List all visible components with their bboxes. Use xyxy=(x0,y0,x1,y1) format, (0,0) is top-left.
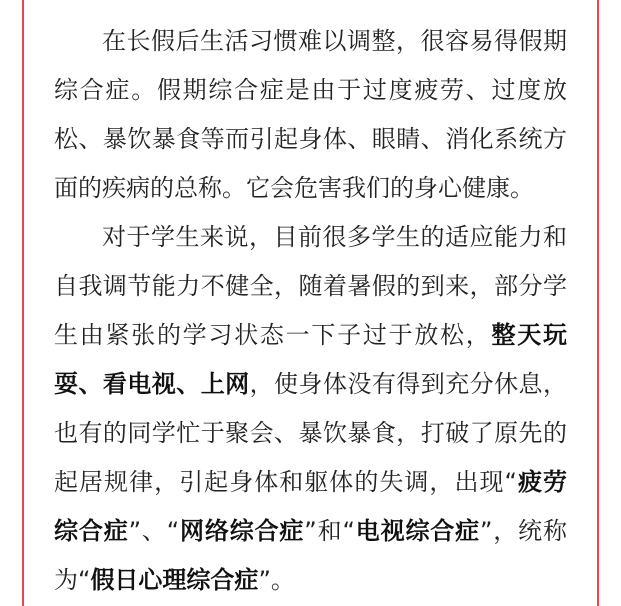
paragraph-holiday-syndrome-intro xyxy=(54,17,567,213)
highlight-fatigue-syndrome: 疲劳综合症 xyxy=(54,468,568,545)
article-body xyxy=(54,17,567,605)
paragraph-2-text-2: ，使身体没有得到充分休息，也有的同学忙于聚会、暴饮暴食，打破了原先的起居规律，引起身体和躯体的失调，出现“ xyxy=(54,370,568,496)
highlight-play-tv-internet: 整天玩耍、看电视、上网 xyxy=(54,321,568,398)
paragraph-2-text-5: ”，统称为“ xyxy=(54,517,568,594)
paragraph-2-text-3: ”、“ xyxy=(128,517,180,545)
paragraph-2-text-6: ”。 xyxy=(258,566,295,594)
paragraph-2-text-1: 对于学生来说，目前很多学生的适应能力和自我调节能力不健全，随着暑假的到来，部分学生由紧张的学习状态一下子过于放松， xyxy=(54,223,567,349)
left-border-line xyxy=(22,0,24,606)
paragraph-student-adaptation xyxy=(54,213,567,605)
right-border-line xyxy=(597,0,599,606)
highlight-holiday-psychological-syndrome: 假日心理综合症 xyxy=(90,566,259,594)
highlight-internet-syndrome: 网络综合症 xyxy=(179,517,305,545)
paragraph-1-text: 在长假后生活习惯难以调整，很容易得假期综合症。假期综合症是由于过度疲劳、过度放松、暴饮暴食等而引起身体、眼睛、消化系统方面的疾病的总称。它会危害我们的身心健康。 xyxy=(54,27,567,202)
paragraph-2-text-4: ”和“ xyxy=(304,517,355,545)
highlight-tv-syndrome: 电视综合症 xyxy=(354,517,481,545)
